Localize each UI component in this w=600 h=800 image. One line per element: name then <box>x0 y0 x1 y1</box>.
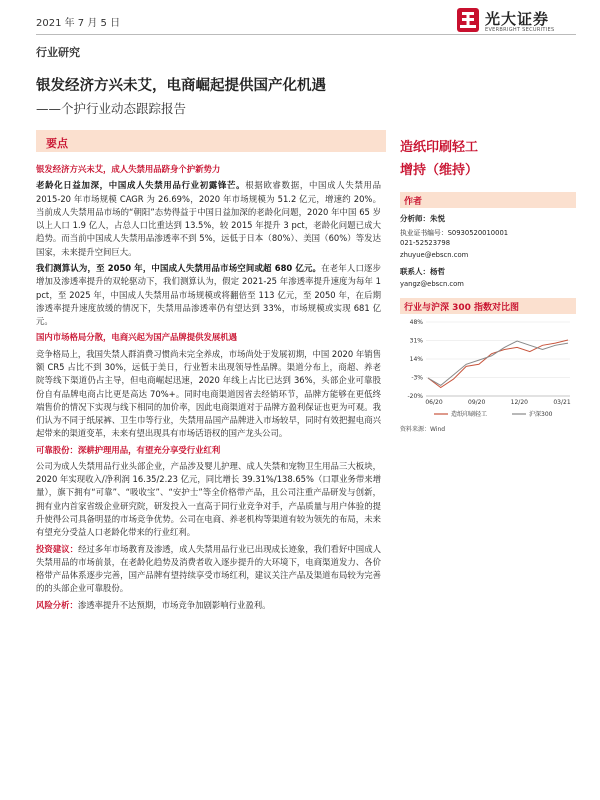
paragraph <box>36 262 381 328</box>
chart-legend-label: 造纸印刷轻工 <box>451 411 488 418</box>
brand-name-en: EVERBRIGHT SECURITIES <box>485 27 555 33</box>
report-subtitle: ——个护行业动态跟踪报告 <box>36 101 187 116</box>
contact-line <box>400 266 445 277</box>
invest-label: 投资建议： <box>36 543 79 554</box>
paragraph-lead: 老龄化日益加深，中国成人失禁用品行业初露锋芒。 <box>36 180 246 191</box>
contact-name: 杨哲 <box>430 267 445 276</box>
section-heading: 银发经济方兴未艾，成人失禁用品跻身个护新势力 <box>36 164 221 174</box>
paragraph-text: 竞争格局上，我国失禁人群消费习惯尚未完全养成，市场尚处于发展初期，中国 2020 年销售额 CR5 占比不到 30%，远低于美日，行业暂未出现领导性品牌。渠道分布上，商超、养老院等线下渠道仍占主导，但电商崛起迅速，2020 年线上占比已达到 36%，头部企业可靠股份自有品牌电商占比更是高达 70%+。同时电商渠道因省去经销环节，品牌方能够在更低终端售价的情况下实现与线下相同的加价率，因此电商渠道对于品牌方盈利保证也更为可观。我们认为不同于纸尿裤、卫生巾等行业，失禁用品国产品牌进入市场较早，同时有效把握电商兴起带来的渠道变革，未来有望出现具有市场话语权的国产龙头公司。 <box>36 348 381 439</box>
paragraph-text: 公司为成人失禁用品行业头部企业，产品涉及婴儿护理、成人失禁和宠物卫生用品三大板块，2020 年实现收入/净利润 16.35/2.23 亿元，同比增长 39.31%/138.65%（口罩业务带来增量），旗下拥有“可靠”、“吸收宝”、“安护士”等全价格带产品，且公司注重产品研发与创新，拥有业内首家省级企业研究院，研发投入一直高于同行业竞争对手，产品质量与用户体验的提升使得公司具备明显的市场竞争优势。公司在电商、养老机构等渠道有较为领先的布局，未来有望充分受益人口老龄化带来的行业红利。 <box>36 460 381 538</box>
analyst-label: 分析师： <box>400 214 430 223</box>
chart-x-tick-label: 03/21 <box>553 399 571 406</box>
paragraph-text: 在老年人口逐步增加及渗透率提升的双轮驱动下，我们测算认为，假定 2021-25 年渗透率提升速度为每年 1 pct，至 2025 年，中国成人失禁用品市场规模或将翻倍至 113 亿元，至 2050 年，在后期渗透率提升速度放缓的情况下，失禁用品渗透率仍有望达到 33%，市场规模或实现 681 亿元。 <box>36 262 382 327</box>
paragraph <box>36 348 381 441</box>
risk-text: 渗透率提升不达预期，市场竞争加剧影响行业盈利。 <box>77 599 271 610</box>
header-divider <box>36 34 576 35</box>
paragraph <box>36 179 381 259</box>
author-bar <box>400 192 576 208</box>
main-body <box>36 160 381 615</box>
key-points-label: 要点 <box>46 137 68 150</box>
chart-series-line <box>428 341 568 385</box>
paragraph <box>36 460 381 540</box>
chart-y-tick-label: -3% <box>411 374 423 382</box>
chart-y-tick-label: -20% <box>407 393 423 400</box>
chart-y-tick-label: 31% <box>409 337 423 345</box>
paragraph-text: 根据欧睿数据，中国成人失禁用品 2015-20 年市场规模 CAGR 为 26.69%，2020 年市场规模为 51.2 亿元，增速约 20%。当前成人失禁用品市场的“朝阳”态势得益于中国日益加深的老龄化问题，2020 年中国 65 岁以上人口 1.9 亿人，占总人口比重达到 13.5%，较 2015 年提升 3 pct，老龄化问题已成大趋势。而当前中国成人失禁用品渗透率不到 5%，远低于日本（80%）、美国（60%）等发达国家，未来提升空间巨大。 <box>36 180 382 257</box>
risk-label: 风险分析： <box>36 599 78 610</box>
chart-y-tick-label: 48% <box>409 319 423 326</box>
key-points-bar <box>36 130 386 152</box>
brand-name-cn: 光大证券 <box>485 10 550 28</box>
invest-text: 经过多年市场教育及渗透，成人失禁用品行业已出现成长迹象，我们看好中国成人失禁用品的市场前景，在老龄化趋势及消费者收入逐步提升的大环境下，电商渠道发力、各价格带产品体系逐步完善，国产品牌有望持续享受市场红利，建议关注产品及渠道布局较为完善的的头部企业可靠股份。 <box>36 543 381 594</box>
chart-source: 资料来源：Wind <box>400 426 446 433</box>
chart-y-tick-label: 14% <box>409 356 423 363</box>
contact-label: 联系人： <box>400 267 430 276</box>
paragraph <box>36 543 381 596</box>
report-title: 银发经济方兴未艾，电商崛起提供国产化机遇 <box>36 78 326 94</box>
brand-logo-mark-icon <box>455 6 481 34</box>
chart-legend-label: 沪深300 <box>529 411 553 418</box>
paragraph-lead: 我们测算认为，至 2050 年，中国成人失禁用品市场空间或超 680 亿元。 <box>36 262 322 273</box>
contact-email[interactable]: yangz@ebscn.com <box>400 280 464 288</box>
section-heading <box>36 444 381 457</box>
analyst-name: 朱悦 <box>430 214 445 223</box>
report-category: 行业研究 <box>36 46 80 59</box>
industry-rating: 增持（维持） <box>400 163 479 178</box>
analyst-cert: 执业证书编号：S0930520010001 <box>400 229 509 237</box>
section-label: 可靠股份： <box>36 444 78 455</box>
analyst-phone: 021-52523798 <box>400 239 451 247</box>
analyst-line <box>400 213 445 224</box>
chart-series-line <box>428 340 568 388</box>
paragraph <box>36 599 381 612</box>
industry-name: 造纸印刷轻工 <box>400 140 479 155</box>
chart-heading: 行业与沪深 300 指数对比图 <box>404 303 520 313</box>
section-heading: 国内市场格局分散，电商兴起为国产品牌提供发展机遇 <box>36 332 237 343</box>
report-date: 2021 年 7 月 5 日 <box>36 18 121 29</box>
index-comparison-chart <box>400 316 576 426</box>
chart-x-tick-label: 06/20 <box>425 399 443 406</box>
section-title: 深耕护理用品，有望充分享受行业红利 <box>77 444 221 455</box>
chart-x-tick-label: 12/20 <box>510 399 528 406</box>
analyst-email[interactable]: zhuyue@ebscn.com <box>400 251 469 259</box>
chart-x-tick-label: 09/20 <box>468 399 486 406</box>
author-heading: 作者 <box>404 197 423 207</box>
